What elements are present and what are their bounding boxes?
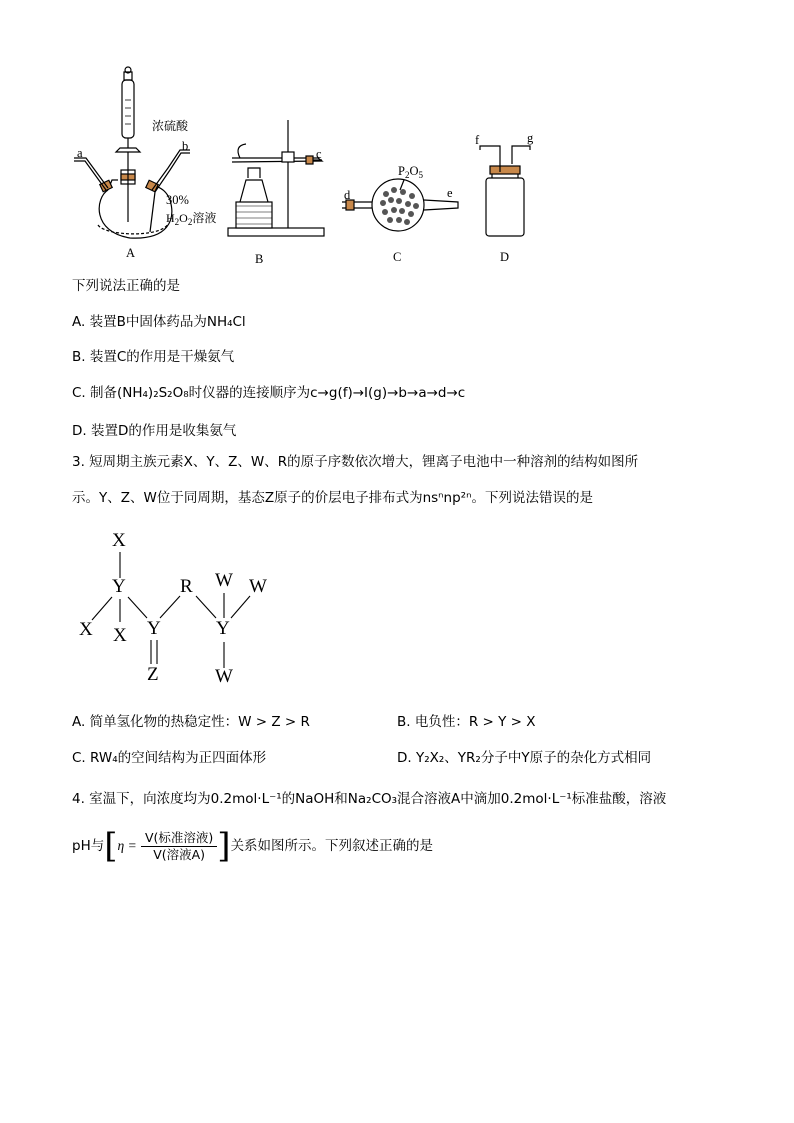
fraction-denominator: V(溶液A) [153,846,206,862]
q4-stem-suffix: 关系如图所示。下列叙述正确的是 [230,838,434,854]
h2o2-solution-label: $H_2O_2$溶液 [166,211,217,227]
q3-option-b: B. 电负性：R > Y > X [397,714,536,730]
eta-fraction [141,830,217,863]
atom-w-top: W [215,570,233,591]
q2-stem: 下列说法正确的是 [72,278,180,294]
q2-option-d: D. 装置D的作用是收集氨气 [72,423,237,439]
atom-x-left: X [79,619,93,640]
port-g-label: g [527,131,534,145]
percent-label: 30% [166,193,189,207]
atom-w-right: W [249,576,267,597]
q3-option-d: D. Y₂X₂、YR₂分子中Y原子的杂化方式相同 [397,750,652,766]
q4-ph-prefix: pH与 [72,838,105,854]
port-c-label: c [316,147,322,161]
p2o5-label: $P_2O_5$ [398,164,423,180]
atom-y-right: Y [216,618,230,639]
atom-x-bottom: X [113,625,127,646]
fraction-numerator: V(标准溶液) [141,830,217,847]
atom-r: R [180,576,193,597]
right-bracket: ] [217,826,231,866]
apparatus-a-label: A [126,246,136,260]
left-bracket: [ [104,826,118,866]
conc-sulfuric-acid-label: 浓硫酸 [152,119,189,133]
atom-z: Z [147,664,159,685]
apparatus-b-label: B [255,252,264,266]
atom-y-middle: Y [147,618,161,639]
atom-x-top: X [112,530,126,551]
q2-option-b: B. 装置C的作用是干燥氨气 [72,349,235,365]
q4-stem-line1: 4. 室温下，向浓度均为0.2mol·L⁻¹的NaOH和Na₂CO₃混合溶液A中滴加0.2mol·L⁻¹标准盐酸，溶液 [72,791,667,807]
apparatus-d-label: D [500,250,510,264]
atom-y-left: Y [112,576,126,597]
q3-stem-line2: 示。Y、Z、W位于同周期，基态Z原子的价层电子排布式为nsⁿnp²ⁿ。下列说法错误的是 [72,490,593,506]
q2-option-a: A. 装置B中固体药品为NH₄Cl [72,314,246,330]
port-a-label: a [77,146,83,160]
port-b-label: b [182,139,189,153]
port-e-label: e [447,186,453,200]
port-f-label: f [475,133,480,147]
atom-w-bottom: W [215,666,233,687]
q2-option-c: C. 制备(NH₄)₂S₂O₈时仪器的连接顺序为c→g(f)→I(g)→b→a→d→c [72,385,466,401]
q3-stem-line1: 3. 短周期主族元素X、Y、Z、W、R的原子序数依次增大，锂离子电池中一种溶剂的结构如图所 [72,454,639,470]
q3-option-a: A. 简单氢化物的热稳定性：W > Z > R [72,714,310,730]
q3-option-c: C. RW₄的空间结构为正四面体形 [72,750,267,766]
eta-symbol: η = [117,838,137,853]
apparatus-c-label: C [393,250,402,264]
q4-stem-line2 [72,826,433,866]
port-d-label: d [344,188,351,202]
